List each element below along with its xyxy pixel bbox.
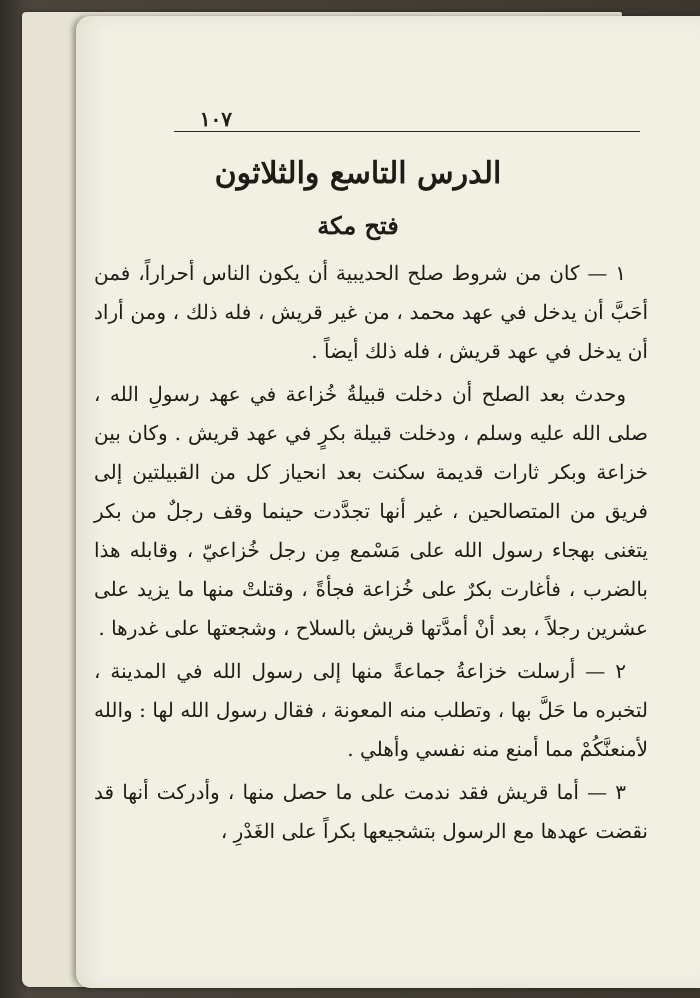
- lesson-title: الدرس التاسع والثلاثون: [214, 156, 502, 191]
- header-rule: [174, 131, 640, 132]
- paragraph-1: ١ — كان من شروط صلح الحديبية أن يكون الناس أحراراً، فمن أحَبَّ أن يدخل في عهد محمد ، من غير قريش ، فله ذلك ، ومن أراد أن يدخل في عهد قريش ، فله ذلك أيضاً .: [94, 261, 648, 363]
- body-text: [94, 254, 648, 855]
- paragraph-2: وحدث بعد الصلح أن دخلت قبيلةُ خُزاعة في عهد رسولِ الله ، صلى الله عليه وسلم ، ودخلت قبيلة بكرٍ في عهد قريش . وكان بين خزاعة وبكر ثارات قديمة سكنت بعد انحياز كل من القبيلتين إلى فريق من المتصالحين ، غير أنها تجدَّدت حينما وقف رجلٌ من بكر يتغنى بهجاء رسول الله على مَسْمع مِن رجل خُزاعيّ ، وقابله هذا بالضرب ، فأغارت بكرٌ على خُزاعة فجأةً ، وقتلتْ منها ما يزيد على عشرين رجلاً ، بعد أنْ أمدَّتها قريش بالسلاح ، وشجعتها على غدرها .: [94, 382, 648, 640]
- book-page: [76, 16, 700, 988]
- paragraph-4: ٣ — أما قريش فقد ندمت على ما حصل منها ، وأدركت أنها قد نقضت عهدها مع الرسول بتشجيعها بكراً على الغَدْرِ ،: [94, 780, 648, 843]
- page-number: ١٠٧: [199, 107, 232, 131]
- paragraph-3: ٢ — أرسلت خزاعةُ جماعةً منها إلى رسول الله في المدينة ، لتخبره ما حَلَّ بها ، وتطلب منه المعونة ، فقال رسول الله لها : والله لأمنعنَّكُمْ مما أمنع منه نفسي وأهلي .: [94, 659, 648, 761]
- lesson-subtitle: فتح مكة: [317, 211, 399, 240]
